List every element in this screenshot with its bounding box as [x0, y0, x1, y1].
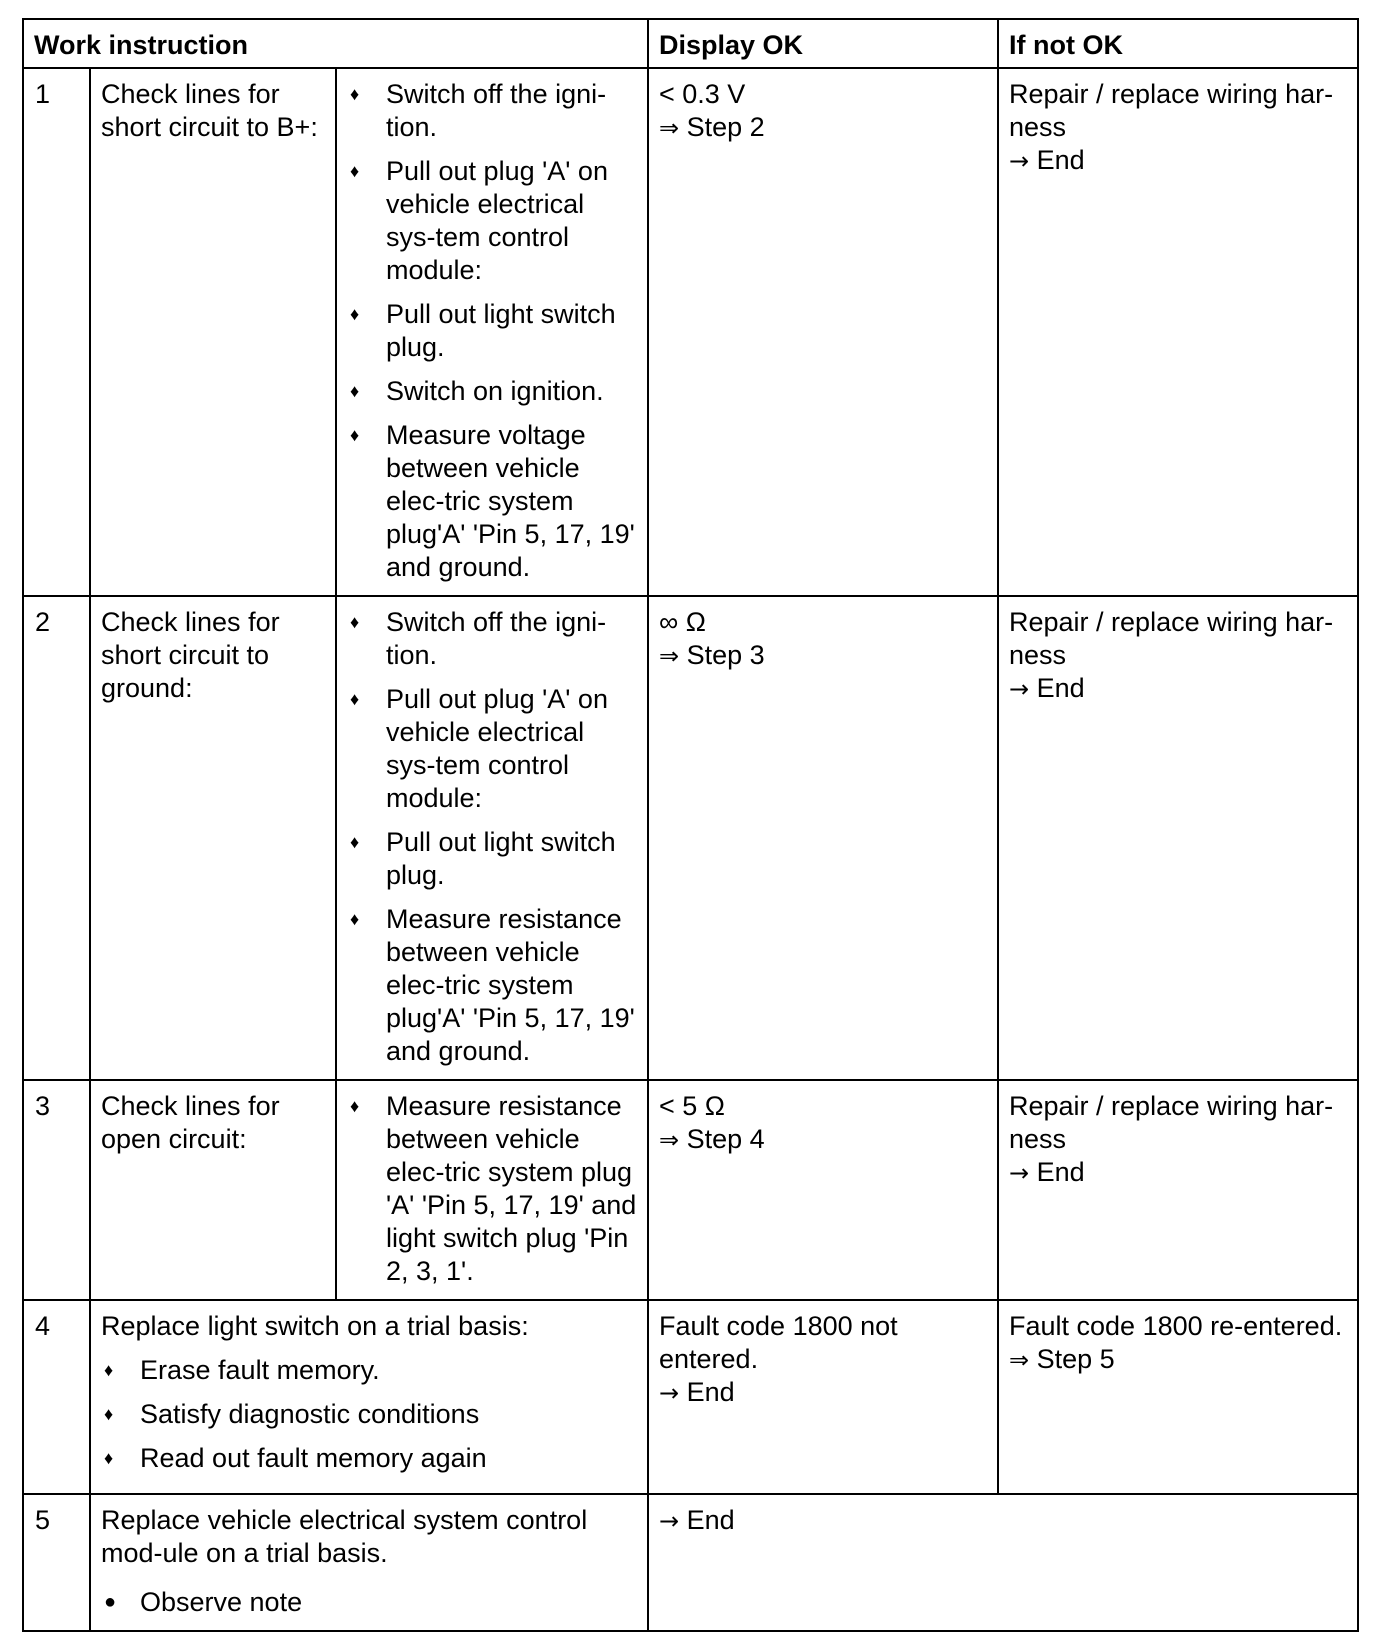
implies-icon: ⇒ [1009, 1346, 1030, 1374]
list-item: ♦ Erase fault memory. [104, 1355, 380, 1385]
dot-bullet-icon: ● [104, 1591, 117, 1613]
not-ok-next: End [1036, 145, 1085, 175]
check-description: Check lines for short circuit to ground: [90, 596, 336, 1080]
header-display-ok: Display OK [648, 19, 998, 68]
diamond-bullet-icon: ♦ [350, 909, 360, 929]
implies-icon: ⇒ [659, 114, 680, 142]
list-item: ♦ Switch on ignition. [350, 376, 604, 406]
diamond-bullet-icon: ♦ [104, 1404, 114, 1424]
display-next: Step 3 [686, 640, 765, 670]
step-number: 5 [23, 1494, 90, 1631]
not-ok-cell [998, 1080, 1358, 1300]
not-ok-cell [998, 68, 1358, 596]
display-ok-cell [648, 1300, 998, 1494]
not-ok-cell [998, 1300, 1358, 1494]
header-work-instruction: Work instruction [23, 19, 648, 68]
header-row [23, 19, 1358, 68]
list-item: ♦ Measure voltage between vehicle elec-tric system plug'A' 'Pin 5, 17, 19' and ground. [350, 420, 635, 582]
display-ok-cell [648, 68, 998, 596]
list-item: ♦ Pull out plug 'A' on vehicle electrical sys-tem control module: [350, 156, 608, 285]
display-ok-cell [648, 1080, 998, 1300]
diamond-bullet-icon: ♦ [104, 1448, 114, 1468]
not-ok-next: Step 5 [1036, 1344, 1115, 1374]
display-next: End [686, 1377, 735, 1407]
instruction-cell [90, 1494, 648, 1631]
list-item: ♦ Satisfy diagnostic conditions [104, 1399, 480, 1429]
display-value: < 5 Ω [659, 1091, 725, 1121]
diamond-bullet-icon: ♦ [350, 304, 360, 324]
work-instruction-table [22, 18, 1359, 1632]
arrow-right-icon: → [1009, 1159, 1030, 1187]
step-number: 4 [23, 1300, 90, 1494]
step-number: 3 [23, 1080, 90, 1300]
list-item: ♦ Pull out light switch plug. [350, 827, 616, 890]
list-item: ♦ Pull out plug 'A' on vehicle electrical sys-tem control module: [350, 684, 608, 813]
table-row [23, 68, 1358, 596]
not-ok-next: End [1036, 1157, 1085, 1187]
implies-icon: ⇒ [659, 1126, 680, 1154]
not-ok-text: Fault code 1800 re-entered. [1009, 1311, 1343, 1341]
display-value: < 0.3 V [659, 79, 746, 109]
step-list-cell [336, 68, 648, 596]
step-list-cell [336, 596, 648, 1080]
diamond-bullet-icon: ♦ [350, 381, 360, 401]
instruction-cell [90, 1300, 648, 1494]
instruction-text: Replace vehicle electrical system control mod-ule on a trial basis. [101, 1505, 588, 1568]
arrow-right-icon: → [659, 1507, 680, 1535]
diamond-bullet-icon: ♦ [350, 689, 360, 709]
check-description: Check lines for short circuit to B+: [90, 68, 336, 596]
list-item: ● Observe note [104, 1587, 303, 1617]
list-item: ♦ Measure resistance between vehicle elec-tric system plug'A' 'Pin 5, 17, 19' and ground. [350, 904, 635, 1066]
table-row [23, 1300, 1358, 1494]
list-item: ♦ Switch off the igni-tion. [350, 607, 607, 670]
not-ok-text: Repair / replace wiring har-ness [1009, 1091, 1334, 1154]
display-ok-cell [648, 1494, 1358, 1631]
list-item: ♦ Pull out light switch plug. [350, 299, 616, 362]
diamond-bullet-icon: ♦ [350, 425, 360, 445]
display-value: Fault code 1800 not entered. [659, 1311, 898, 1374]
diamond-bullet-icon: ♦ [350, 832, 360, 852]
implies-icon: ⇒ [659, 642, 680, 670]
not-ok-text: Repair / replace wiring har-ness [1009, 79, 1334, 142]
instruction-text: Replace light switch on a trial basis: [101, 1311, 529, 1341]
not-ok-next: End [1036, 673, 1085, 703]
diamond-bullet-icon: ♦ [104, 1360, 114, 1380]
diamond-bullet-icon: ♦ [350, 161, 360, 181]
arrow-right-icon: → [659, 1379, 680, 1407]
not-ok-text: Repair / replace wiring har-ness [1009, 607, 1334, 670]
header-if-not-ok: If not OK [998, 19, 1358, 68]
step-number: 1 [23, 68, 90, 596]
diamond-bullet-icon: ♦ [350, 1096, 360, 1116]
display-ok-cell [648, 596, 998, 1080]
list-item: ♦ Read out fault memory again [104, 1443, 487, 1473]
list-item: ♦ Switch off the igni-tion. [350, 79, 607, 142]
display-next: Step 4 [686, 1124, 765, 1154]
not-ok-cell [998, 596, 1358, 1080]
step-list-cell [336, 1080, 648, 1300]
table-row [23, 1494, 1358, 1631]
table-row [23, 596, 1358, 1080]
check-description: Check lines for open circuit: [90, 1080, 336, 1300]
display-next: Step 2 [686, 112, 765, 142]
table-row [23, 1080, 1358, 1300]
step-number: 2 [23, 596, 90, 1080]
display-next: End [686, 1505, 735, 1535]
arrow-right-icon: → [1009, 675, 1030, 703]
arrow-right-icon: → [1009, 147, 1030, 175]
diamond-bullet-icon: ♦ [350, 612, 360, 632]
list-item: ♦ Measure resistance between vehicle elec-tric system plug 'A' 'Pin 5, 17, 19' and light switch plug 'Pin 2, 3, 1'. [350, 1091, 637, 1286]
display-value: ∞ Ω [659, 607, 706, 637]
diamond-bullet-icon: ♦ [350, 84, 360, 104]
